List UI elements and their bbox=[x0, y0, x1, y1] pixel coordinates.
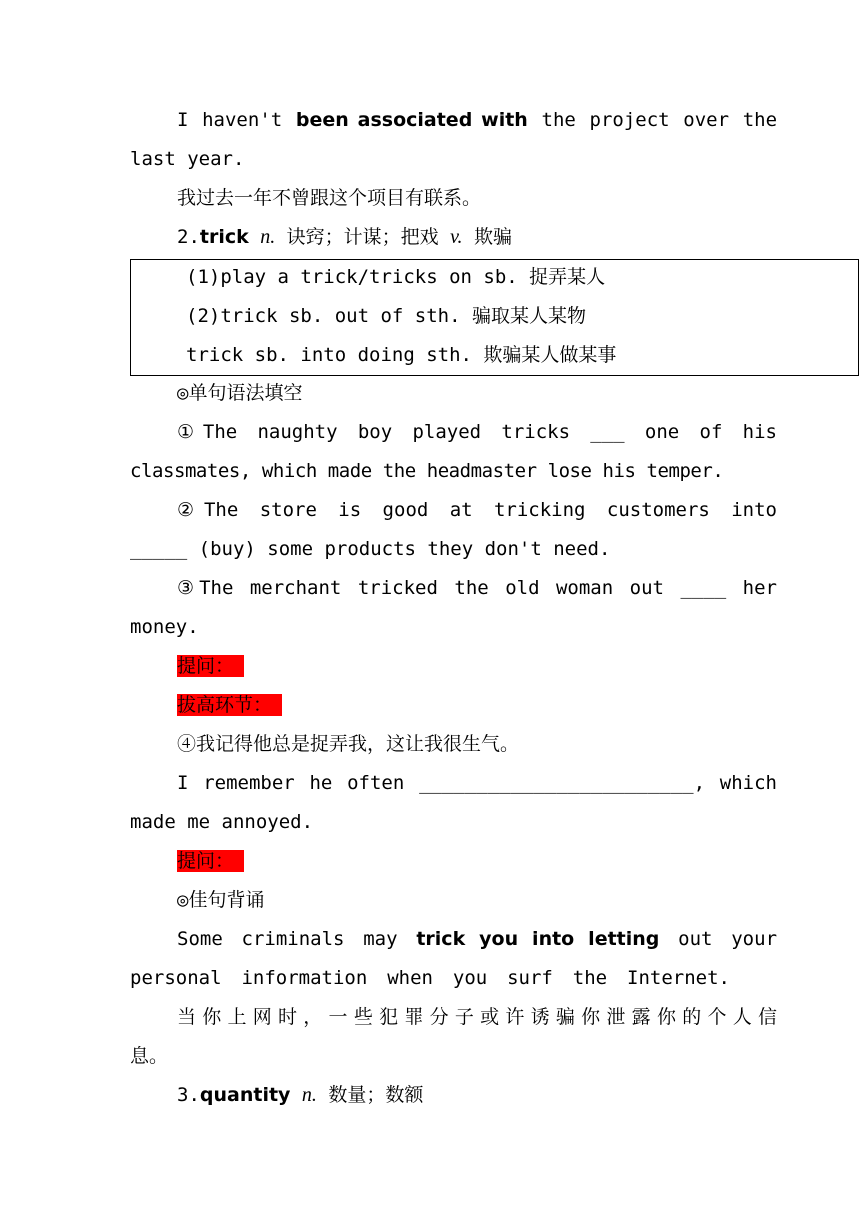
ask-tag: 提问： bbox=[177, 655, 244, 677]
example-sentence-line-1 bbox=[130, 101, 777, 140]
text: the project over the bbox=[527, 109, 778, 131]
meaning: 诀窍；计谋；把戏 bbox=[275, 226, 451, 248]
part-of-speech: v. bbox=[450, 226, 463, 248]
question-1-line-1: ①The naughty boy played tricks ___ one of his bbox=[177, 421, 777, 443]
question-4-line-1: I remember he often ________________________, which bbox=[177, 772, 777, 794]
exercise-heading: ◎单句语法填空 bbox=[177, 382, 303, 404]
ask-tag-line-2 bbox=[130, 842, 777, 881]
question-3-line-2: money. bbox=[130, 616, 199, 638]
question-2-line-1: ②The store is good at tricking customers into bbox=[177, 499, 777, 521]
question-4-prompt: ④我记得他总是捉弄我，这让我很生气。 bbox=[177, 733, 520, 755]
text: Some criminals may bbox=[177, 928, 417, 950]
phrase-item: trick sb. into doing sth. 欺骗某人做某事 bbox=[186, 344, 617, 366]
vocab-word: quantity bbox=[199, 1084, 291, 1106]
question-3-line-1: ③The merchant tricked the old woman out ____ her bbox=[177, 577, 777, 599]
vocab-word: trick bbox=[199, 226, 249, 248]
item-number: 3. bbox=[177, 1084, 200, 1106]
part-of-speech: n. bbox=[260, 226, 276, 248]
text: I haven't bbox=[177, 109, 296, 131]
example-translation: 我过去一年不曾跟这个项目有联系。 bbox=[177, 187, 482, 209]
example-sentence-line-2: last year. bbox=[130, 148, 245, 170]
raise-tag-line bbox=[130, 686, 777, 725]
phrase-item: (1)play a trick/tricks on sb. 捉弄某人 bbox=[186, 266, 606, 288]
text: out your bbox=[659, 928, 778, 950]
raise-tag: 拔高环节： bbox=[177, 694, 282, 716]
meaning: 欺骗 bbox=[462, 226, 512, 248]
vocab-heading-trick bbox=[130, 218, 777, 257]
item-number: 2. bbox=[177, 226, 200, 248]
question-1-line-2: classmates, which made the headmaster lose his temper. bbox=[130, 460, 724, 482]
part-of-speech: n. bbox=[301, 1084, 317, 1106]
recite-sentence-line-1 bbox=[130, 920, 777, 959]
recite-sentence-line-2: personal information when you surf the Internet. bbox=[130, 967, 730, 989]
question-2-line-2: _____ (buy) some products they don't need. bbox=[130, 538, 611, 560]
recite-heading: ◎佳句背诵 bbox=[177, 889, 265, 911]
bold-phrase: trick you into letting bbox=[416, 928, 660, 950]
phrase-item: (2)trick sb. out of sth. 骗取某人某物 bbox=[186, 305, 586, 327]
ask-tag: 提问： bbox=[177, 850, 244, 872]
question-4-line-2: made me annoyed. bbox=[130, 811, 314, 833]
recite-translation-line-2: 息。 bbox=[130, 1045, 169, 1067]
phrase-box bbox=[130, 259, 859, 376]
recite-translation-line-1: 当你上网时，一些犯罪分子或许诱骗你泄露你的个人信 bbox=[177, 1006, 777, 1028]
bold-phrase: been associated with bbox=[295, 109, 528, 131]
vocab-heading-quantity bbox=[130, 1076, 777, 1115]
meaning: 数量；数额 bbox=[316, 1084, 424, 1106]
ask-tag-line bbox=[130, 647, 777, 686]
